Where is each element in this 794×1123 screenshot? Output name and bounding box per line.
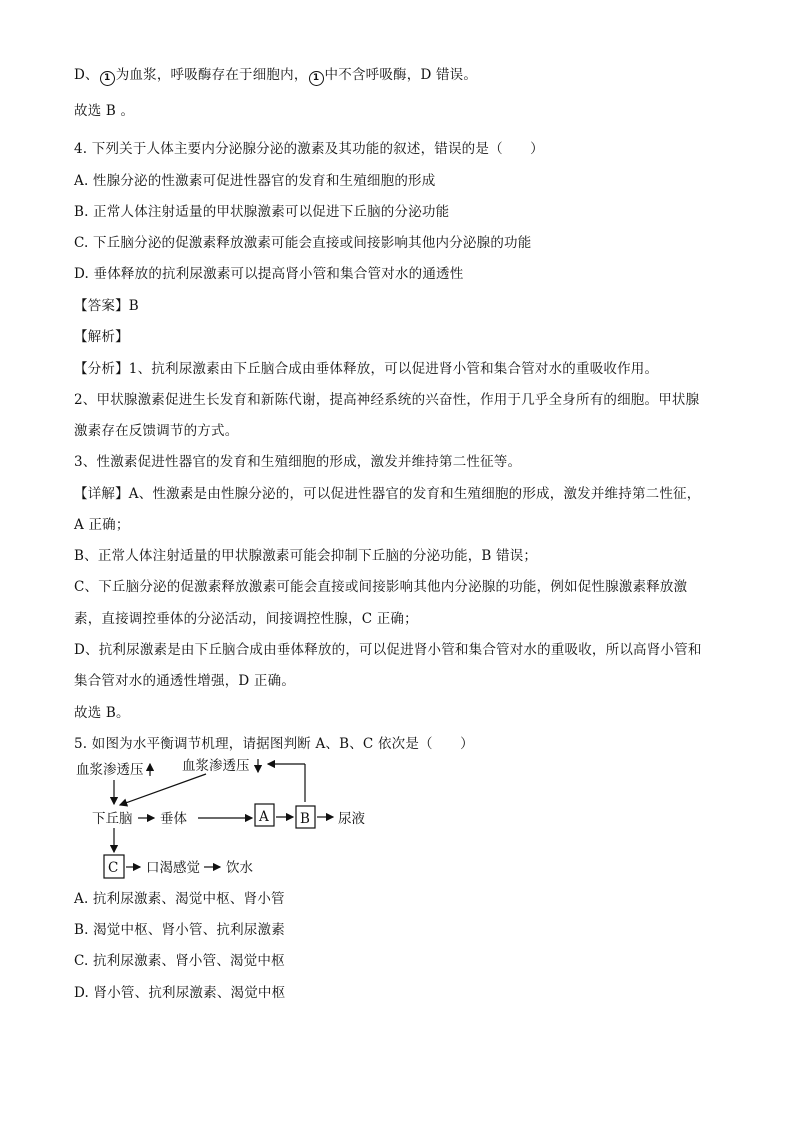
analysis-line-2: 2、甲状腺激素促进生长发育和新陈代谢，提高神经系统的兴奋性，作用于几乎全身所有的细胞。甲状腺: [74, 392, 700, 408]
question-4-option-a: A. 性腺分泌的性激素可促进性器官的发育和生殖细胞的形成: [74, 173, 436, 189]
answer-label: 【答案】B: [74, 298, 139, 314]
detail-line-4: D、抗利尿激素是由下丘脑合成由垂体释放的，可以促进肾小管和集合管对水的重吸收，所以高肾小管和: [74, 642, 702, 658]
box-a-label: A: [259, 809, 269, 825]
answer-choice-line: 故选 B 。: [74, 103, 135, 119]
pituitary-label: 垂体: [160, 811, 187, 827]
analysis-line-3: 3、性激素促进性器官的发育和生殖细胞的形成，激发并维持第二性征等。: [74, 454, 522, 470]
thirst-label: 口渴感觉: [146, 860, 200, 876]
arrow-plasma2-to-hypothalamus: [120, 774, 206, 805]
analysis-line-2b: 激素存在反馈调节的方式。: [74, 423, 239, 439]
circled-number-1: 1: [100, 71, 115, 86]
plasma-osmotic-up-label: 血浆渗透压: [76, 762, 144, 778]
question-5-option-b: B. 渴觉中枢、肾小管、抗利尿激素: [74, 922, 285, 938]
water-balance-diagram: [74, 756, 394, 881]
line-d-option: D、 1 为血浆，呼吸酶存在于细胞内， 1 中不含呼吸酶，D 错误。: [74, 66, 477, 86]
detail-line-1b: A 正确；: [74, 517, 130, 533]
plasma-osmotic-down-label: 血浆渗透压: [182, 758, 250, 774]
detail-line-3b: 素，直接调控垂体的分泌活动，间接调控性腺，C 正确；: [74, 611, 418, 627]
question-4: 4. 下列关于人体主要内分泌腺分泌的激素及其功能的叙述，错误的是（ ）: [74, 141, 544, 157]
question-5-option-a: A. 抗利尿激素、渴觉中枢、肾小管: [74, 891, 285, 907]
drink-label: 饮水: [226, 860, 253, 876]
question-5-option-d: D. 肾小管、抗利尿激素、渴觉中枢: [74, 985, 286, 1001]
detail-line-2: B、正常人体注射适量的甲状腺激素可能会抑制下丘脑的分泌功能，B 错误；: [74, 548, 538, 564]
answer-choice-line-2: 故选 B。: [74, 705, 130, 721]
analysis-line-1: 【分析】1、抗利尿激素由下丘脑合成由垂体释放，可以促进肾小管和集合管对水的重吸收作用。: [74, 361, 659, 377]
analysis-label: 【解析】: [74, 329, 129, 345]
detail-line-1: 【详解】A、性激素是由性腺分泌的，可以促进性器官的发育和生殖细胞的形成，激发并维持第二性征，: [74, 486, 701, 502]
hypothalamus-label: 下丘脑: [92, 811, 133, 827]
detail-line-4b: 集合管对水的通透性增强，D 正确。: [74, 673, 296, 689]
box-b-label: B: [300, 811, 310, 827]
question-4-option-b: B. 正常人体注射适量的甲状腺激素可以促进下丘脑的分泌功能: [74, 204, 450, 220]
question-4-option-c: C. 下丘脑分泌的促激素释放激素可能会直接或间接影响其他内分泌腺的功能: [74, 235, 532, 251]
urine-label: 尿液: [338, 811, 365, 827]
box-c-label: C: [108, 860, 119, 876]
circled-number-1: 1: [309, 71, 324, 86]
question-5-option-c: C. 抗利尿激素、肾小管、渴觉中枢: [74, 953, 285, 969]
detail-line-3: C、下丘脑分泌的促激素释放激素可能会直接或间接影响其他内分泌腺的功能，例如促性腺激素释放激: [74, 579, 688, 595]
question-5: 5. 如图为水平衡调节机理，请据图判断 A、B、C 依次是（ ）: [74, 736, 474, 752]
question-4-option-d: D. 垂体释放的抗利尿激素可以提高肾小管和集合管对水的通透性: [74, 266, 464, 282]
